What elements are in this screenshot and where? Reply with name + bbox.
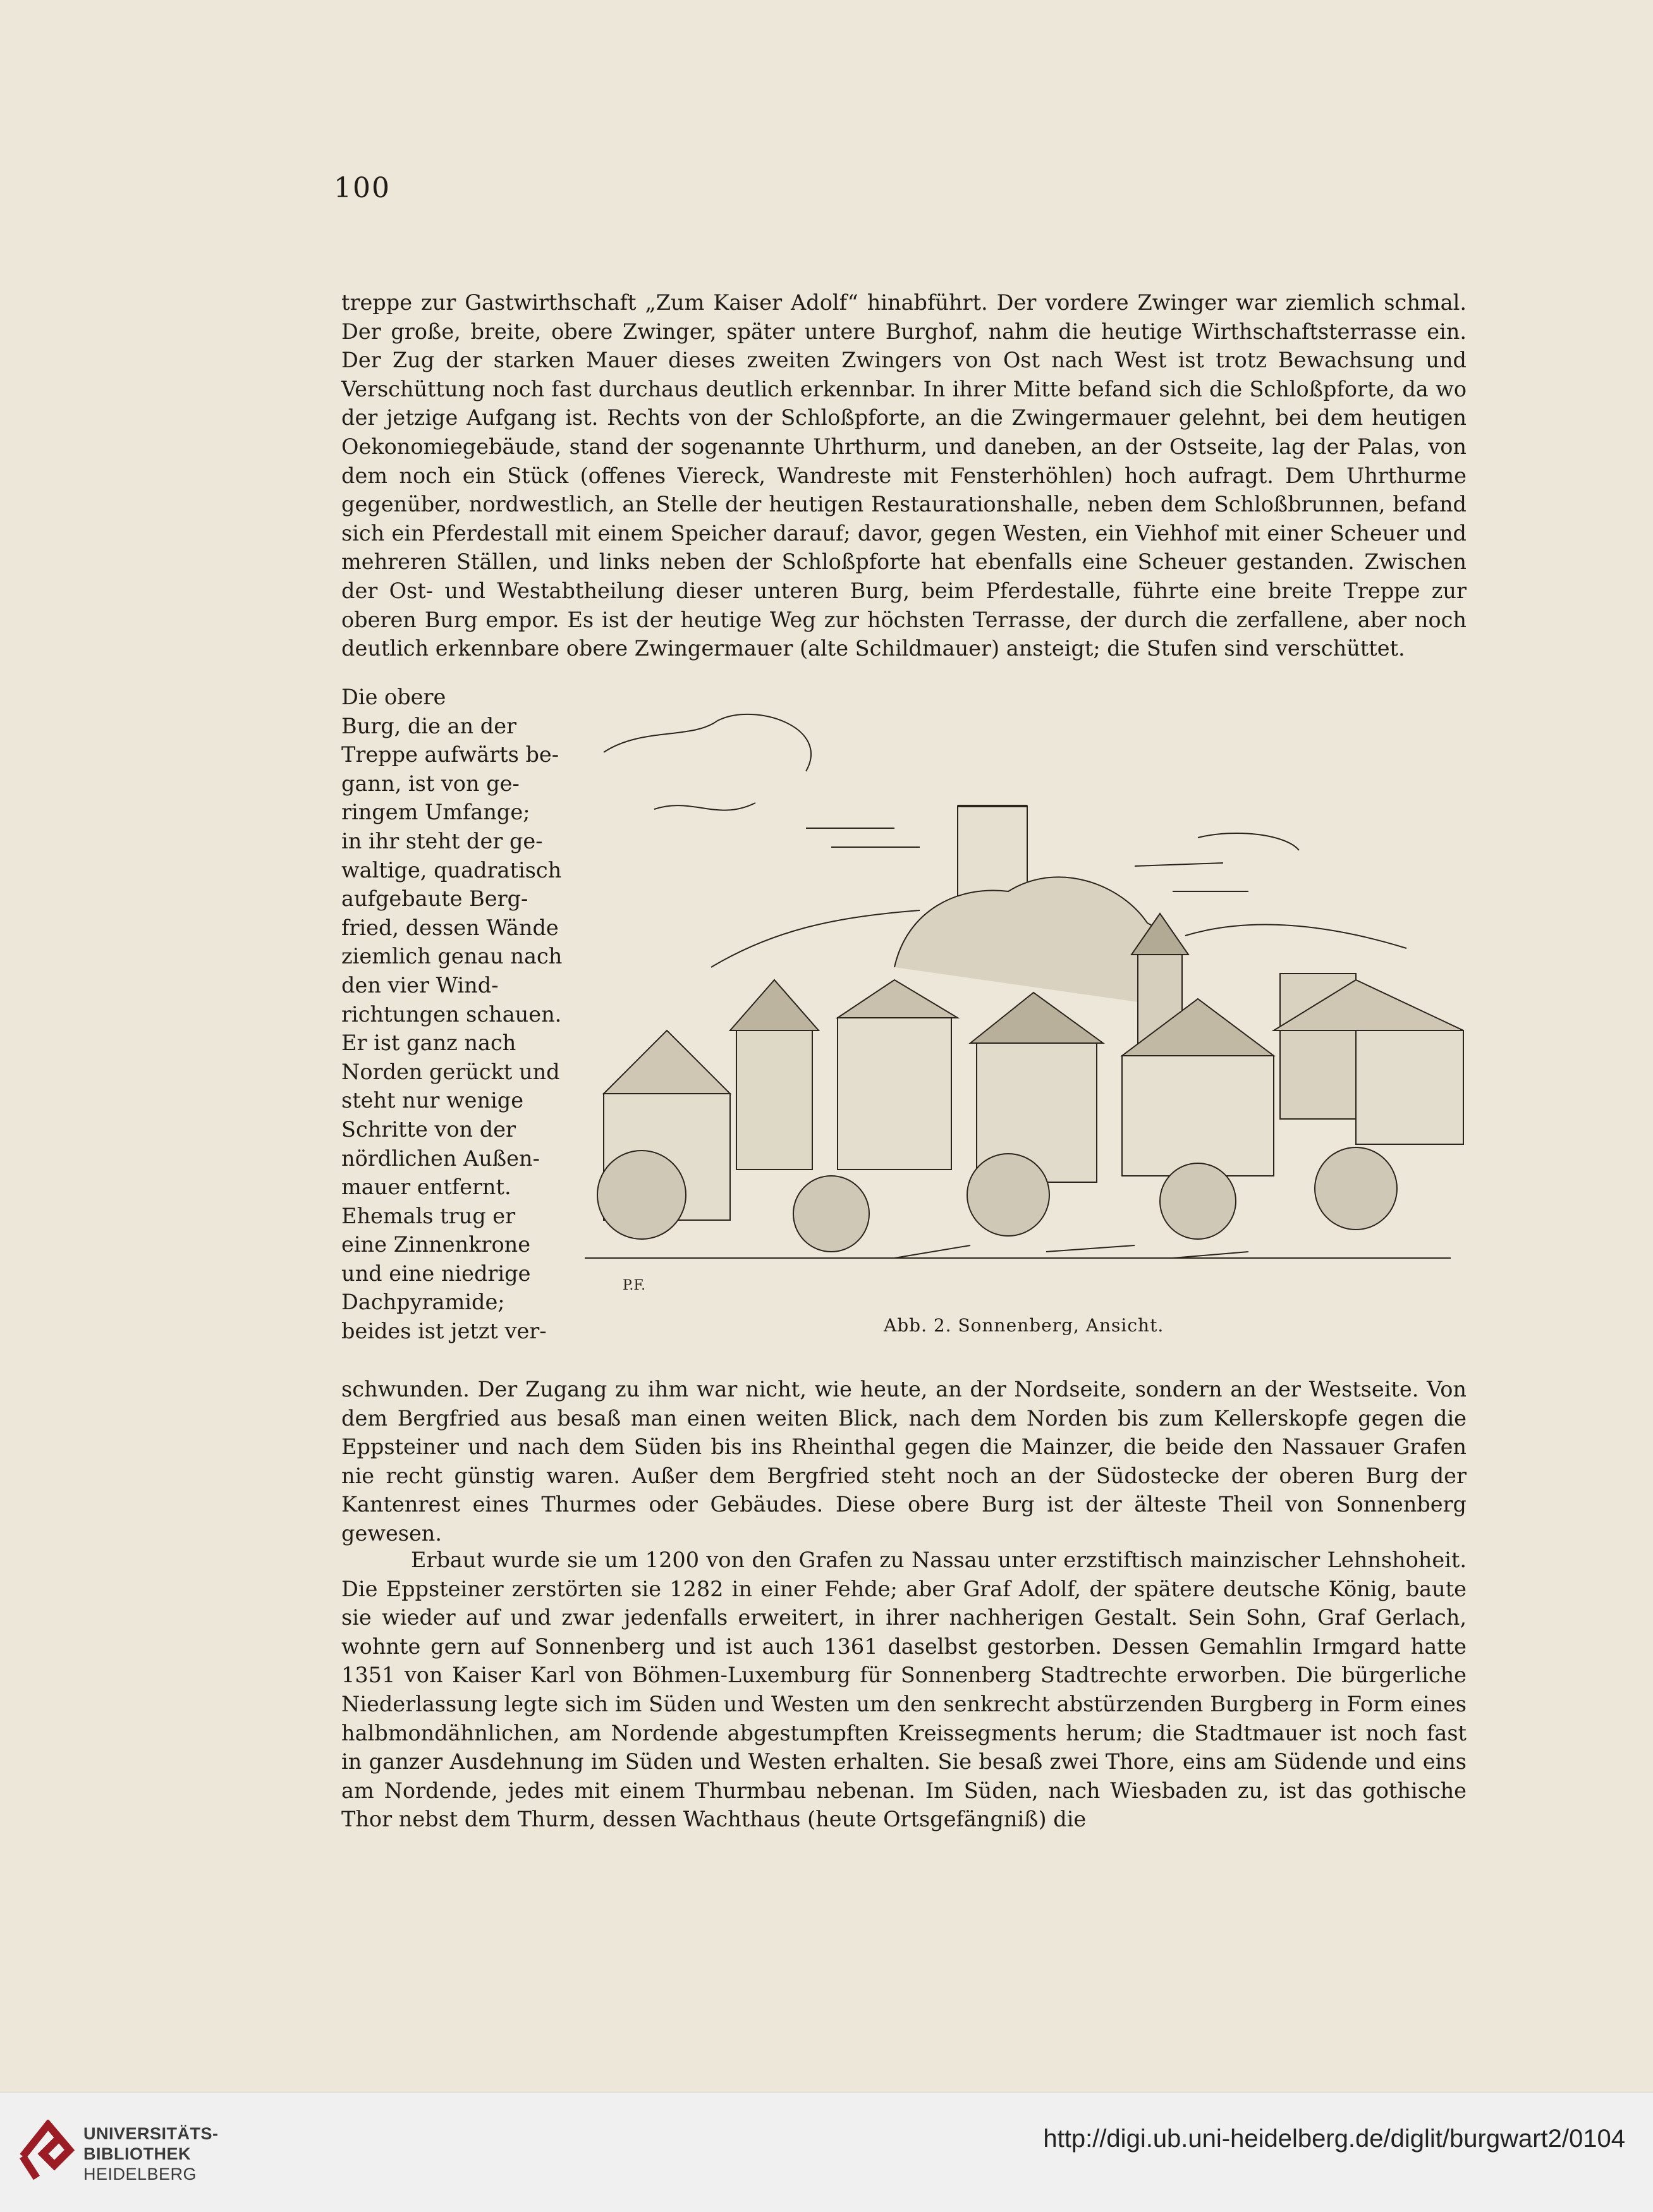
library-name-line1: UNIVERSITÄTS- xyxy=(83,2124,219,2143)
sonnenberg-engraving xyxy=(566,702,1467,1296)
figure-caption: Abb. 2. Sonnenberg, Ansicht. xyxy=(884,1315,1164,1336)
side-text-line: ringem Umfange; xyxy=(341,800,530,825)
side-text-line: gann, ist von ge- xyxy=(341,771,520,796)
side-text-line: eine Zinnenkrone xyxy=(341,1232,531,1257)
side-text-line: Dachpyramide; xyxy=(341,1290,505,1315)
side-text-line: Norden gerückt und xyxy=(341,1059,560,1084)
side-text-line: nördlichen Außen- xyxy=(341,1146,540,1171)
side-text-line: ziemlich genau nach xyxy=(341,944,563,969)
artist-signature: P.F. xyxy=(623,1278,646,1293)
side-text-line: aufgebaute Berg- xyxy=(341,886,528,912)
side-text-line: Treppe aufwärts be- xyxy=(341,742,559,767)
paragraph-3: Erbaut wurde sie um 1200 von den Grafen zu Nassau unter erzstiftisch mainzischer Lehnshoheit. Die Eppsteiner zerstörten sie 1282 in einer Fehde; aber Graf Adolf, der spätere deutsche König, baute sie wieder auf und zwar jedenfalls erweitert, in ihrer nachherigen Gestalt. Sein Sohn, Graf Gerlach, wohnte gern auf Sonnenberg und ist auch 1361 daselbst gestorben. Dessen Gemahlin Irmgard hatte 1351 von Kaiser Karl von Böhmen-Luxemburg für Sonnenberg Stadtrechte erworben. Die bürgerliche Niederlassung legte sich im Süden und Westen um den senkrecht abstürzenden Burgberg in Form eines halbmondähnlichen, am Nordende abgestumpften Kreissegments herum; die Stadtmauer ist noch fast in ganzer Ausdehnung im Süden und Westen erhalten. Sie besaß zwei Thore, eins am Südende und eins am Nordende, jedes mit einem Thurmbau nebenan. Im Süden, nach Wiesbaden zu, ist das gothische Thor nebst dem Thurm, dessen Wachthaus (heute Ortsgefängniß) die xyxy=(341,1548,1467,1832)
library-logo-icon xyxy=(18,2120,75,2183)
side-text-line: und eine niedrige xyxy=(341,1261,531,1286)
library-name xyxy=(83,2123,219,2184)
side-text-line: beides ist jetzt ver- xyxy=(341,1319,547,1344)
library-name-line2: BIBLIOTHEK xyxy=(83,2144,191,2163)
side-text-line: mauer entfernt. xyxy=(341,1175,511,1200)
side-text-line: den vier Wind- xyxy=(341,972,499,998)
side-text-line: Er ist ganz nach xyxy=(341,1030,516,1056)
side-text-line: Ehemals trug er xyxy=(341,1203,516,1228)
source-url[interactable]: http://digi.ub.uni-heidelberg.de/diglit/burgwart2/0104 xyxy=(1043,2125,1625,2153)
library-footer xyxy=(0,2093,1653,2212)
side-text-line: Die obere xyxy=(341,685,446,709)
paragraph-2: schwunden. Der Zugang zu ihm war nicht, wie heute, an der Nordseite, sondern an der Westseite. Von dem Bergfried aus besaß man einen weiten Blick, nach dem Norden bis zum Kellerskopfe gegen die Eppsteiner und nach dem Süden bis ins Rheinthal gegen die Mainzer, die beide den Nassauer Grafen nie recht günstig waren. Außer dem Bergfried steht noch an der Südostecke der oberen Burg der Kantenrest eines Thurmes oder Gebäudes. Diese obere Burg ist der älteste Theil von Sonnenberg gewesen. xyxy=(341,1377,1467,1546)
wrapped-text-column xyxy=(341,683,563,1346)
side-text-line: Burg, die an der xyxy=(341,713,517,738)
side-text-line: in ihr steht der ge- xyxy=(341,828,543,853)
side-text-line: fried, dessen Wände xyxy=(341,915,559,940)
side-text-line: Schritte von der xyxy=(341,1116,516,1142)
illustration-sonnenberg xyxy=(566,702,1467,1296)
library-name-line3: HEIDELBERG xyxy=(83,2165,197,2184)
side-text-line: richtungen schauen. xyxy=(341,1001,562,1027)
paragraph-1: treppe zur Gastwirthschaft „Zum Kaiser Adolf“ hinabführt. Der vordere Zwinger war ziemlich schmal. Der große, breite, obere Zwinger, später untere Burghof, nahm die heutige Wirthschaftsterrasse ein. Der Zug der starken Mauer dieses zweiten Zwingers von Ost nach West ist trotz Bewachsung und Verschüttung noch fast durchaus deutlich erkennbar. In ihrer Mitte befand sich die Schloßpforte, da wo der jetzige Aufgang ist. Rechts von der Schloßpforte, an die Zwingermauer gelehnt, bei dem heutigen Oekonomiegebäude, stand der sogenannte Uhrthurm, und daneben, an der Ostseite, lag der Palas, von dem noch ein Stück (offenes Viereck, Wandreste mit Fensterhöhlen) hoch aufragt. Dem Uhrthurme gegenüber, nordwestlich, an Stelle der heutigen Restaurationshalle, neben dem Schloßbrunnen, befand sich ein Pferdestall mit einem Speicher darauf; davor, gegen Westen, ein Viehhof mit einer Scheuer und mehreren Ställen, und links neben der Schloßpforte hat ebenfalls eine Scheuer gestanden. Zwischen der Ost- und Westabtheilung dieser unteren Burg, beim Pferdestalle, führte eine breite Treppe zur oberen Burg empor. Es ist der heutige Weg zur höchsten Terrasse, der durch die zerfallene, aber noch deutlich erkennbare obere Zwingermauer (alte Schildmauer) ansteigt; die Stufen sind verschüttet. xyxy=(341,290,1467,661)
page-number: 100 xyxy=(334,172,391,204)
side-text-line: waltige, quadratisch xyxy=(341,857,562,883)
side-text-line: steht nur wenige xyxy=(341,1088,524,1113)
